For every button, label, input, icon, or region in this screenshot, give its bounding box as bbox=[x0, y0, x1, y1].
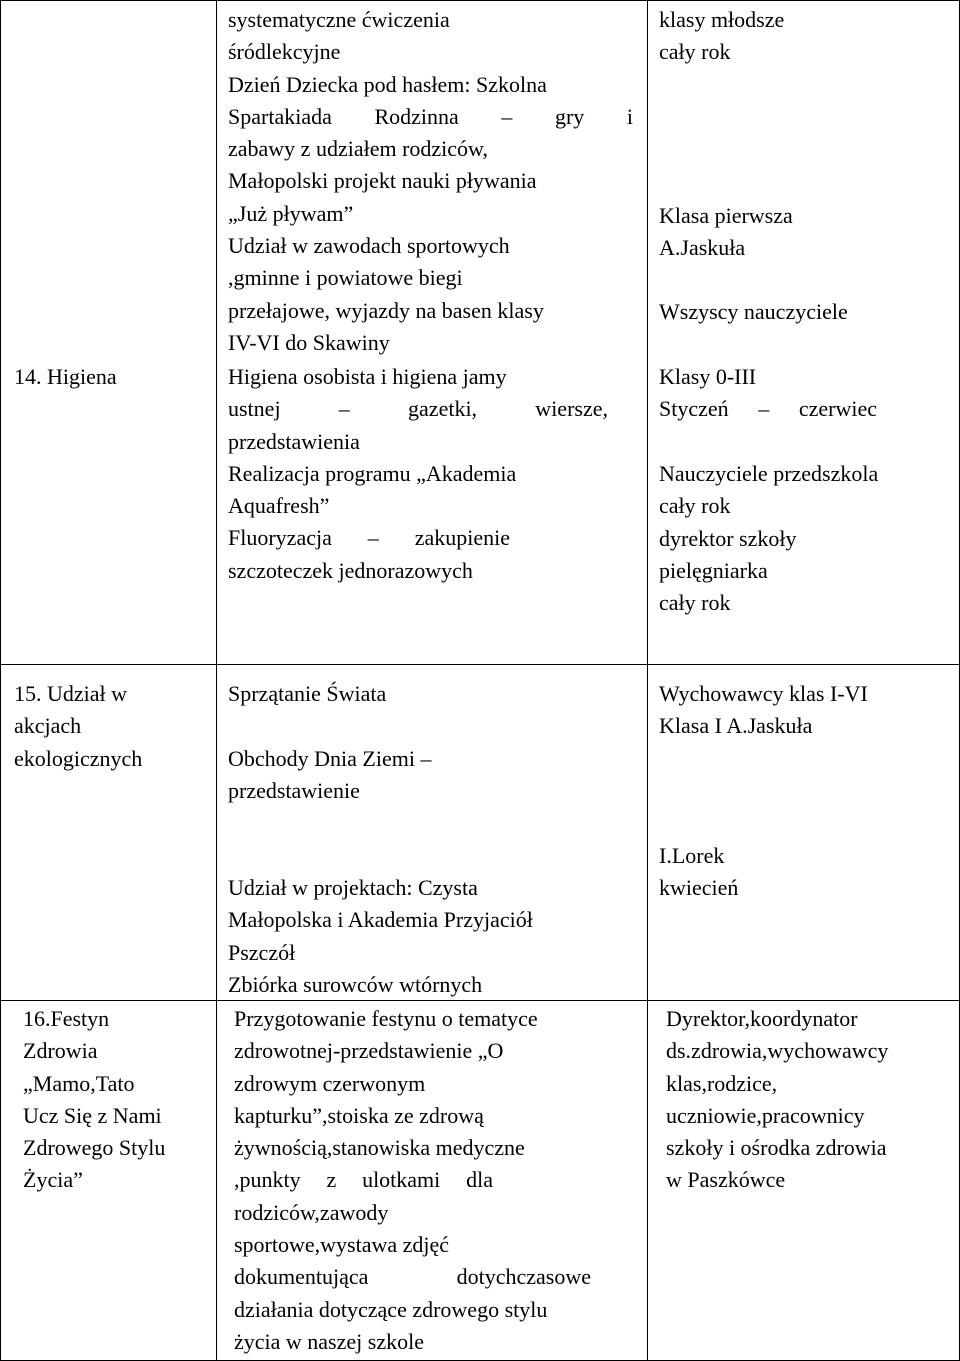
text-line: cały rok bbox=[659, 493, 731, 519]
text-line: „Mamo,Tato bbox=[23, 1070, 135, 1096]
text-line: śródlekcyjne bbox=[228, 39, 341, 65]
text-line: kwiecień bbox=[659, 875, 739, 901]
text-line: ,punkty z ulotkami dla bbox=[234, 1167, 493, 1193]
text-line: zdrowotnej-przedstawienie „O bbox=[234, 1038, 504, 1064]
row-16-topic bbox=[23, 1003, 165, 1197]
row-13-responsible bbox=[659, 4, 784, 69]
row-15-activity-earth-day bbox=[228, 743, 431, 808]
text-line: Realizacja programu „Akademia bbox=[228, 460, 517, 486]
text-line: pielęgniarka bbox=[659, 557, 768, 583]
text-line: działania dotyczące zdrowego stylu bbox=[234, 1296, 548, 1322]
row-13-responsible-class bbox=[659, 200, 793, 265]
text-line: kapturku”,stoiska ze zdrową bbox=[234, 1102, 484, 1128]
text-line: w Paszkówce bbox=[666, 1167, 786, 1193]
text-line: życia w naszej szkole bbox=[234, 1328, 424, 1354]
row-14-topic bbox=[14, 361, 117, 393]
row-15-responsible bbox=[659, 678, 868, 743]
table-left-border bbox=[0, 0, 1, 1361]
row-14-responsible-persons bbox=[659, 458, 878, 619]
text-line: Fluoryzacja – zakupienie bbox=[228, 525, 510, 551]
text-line: ekologicznych bbox=[14, 745, 143, 771]
topic-title: 14. Higiena bbox=[14, 364, 117, 389]
text-line: cały rok bbox=[659, 39, 731, 65]
text-line: Aquafresh” bbox=[228, 493, 330, 519]
row-16-activities bbox=[234, 1003, 633, 1358]
text-line: zdrowym czerwonym bbox=[234, 1070, 426, 1096]
text-line: Klasa I A.Jaskuła bbox=[659, 713, 813, 739]
text-line: I.Lorek bbox=[659, 843, 725, 868]
text-line: Udział w zawodach sportowych bbox=[228, 233, 510, 259]
text-line: Małopolski projekt nauki pływania bbox=[228, 168, 537, 194]
text-line: Przygotowanie festynu o tematyce bbox=[234, 1006, 538, 1031]
text-line: Zbiórka surowców wtórnych bbox=[228, 971, 483, 997]
text-line: zabawy z udziałem rodziców, bbox=[228, 136, 489, 162]
text-line: Higiena osobista i higiena jamy bbox=[228, 364, 507, 389]
text-line: Pszczół bbox=[228, 939, 296, 965]
text-line: dyrektor szkoły bbox=[659, 525, 797, 551]
column-divider-2 bbox=[647, 0, 648, 1361]
text-line: uczniowie,pracownicy bbox=[666, 1102, 865, 1128]
text-line: cały rok bbox=[659, 590, 731, 616]
text-line: Udział w projektach: Czysta bbox=[228, 875, 478, 900]
text-line: Klasa pierwsza bbox=[659, 203, 793, 228]
text-line: Małopolska i Akademia Przyjaciół bbox=[228, 907, 533, 933]
text-line: przedstawienia bbox=[228, 428, 360, 454]
text-line: ustnej – gazetki, wiersze, bbox=[228, 396, 608, 422]
table-top-border bbox=[0, 0, 960, 1]
text-line: szkoły i ośrodka zdrowia bbox=[666, 1135, 887, 1161]
text-line: żywnością,stanowiska medyczne bbox=[234, 1135, 525, 1161]
row-15-activity-cleanup bbox=[228, 678, 386, 710]
text-line: Obchody Dnia Ziemi – bbox=[228, 746, 432, 771]
text-line: A.Jaskuła bbox=[659, 235, 746, 261]
text-line: IV-VI do Skawiny bbox=[228, 329, 390, 355]
row-15-activity-projects bbox=[228, 872, 533, 1001]
row-15-responsible-lorek bbox=[659, 840, 738, 905]
column-divider-1 bbox=[216, 0, 217, 1361]
text-line: przedstawienie bbox=[228, 778, 360, 804]
text-line: 15. Udział w bbox=[14, 681, 128, 706]
row-14-responsible-classes bbox=[659, 361, 877, 426]
text-line: ds.zdrowia,wychowawcy bbox=[666, 1038, 889, 1064]
row-13-activities bbox=[228, 4, 633, 359]
text-line: Sprzątanie Świata bbox=[228, 681, 387, 706]
text-line: Dyrektor,koordynator bbox=[666, 1006, 858, 1031]
text-line: Wychowawcy klas I-VI bbox=[659, 681, 868, 706]
text-line: 16.Festyn bbox=[23, 1006, 110, 1031]
row-13-responsible-teachers bbox=[659, 296, 848, 328]
text-line: Styczeń – czerwiec bbox=[659, 396, 877, 422]
text-line: klas,rodzice, bbox=[666, 1070, 778, 1096]
text-line: Zdrowia bbox=[23, 1038, 98, 1064]
row-16-responsible bbox=[666, 1003, 888, 1197]
row-15-topic bbox=[14, 678, 142, 775]
text-line: Zdrowego Stylu bbox=[23, 1135, 166, 1161]
text-line: rodziców,zawody bbox=[234, 1199, 389, 1225]
text-line: szczoteczek jednorazowych bbox=[228, 557, 473, 583]
row-separator-15 bbox=[0, 664, 960, 665]
text-line: Wszyscy nauczyciele bbox=[659, 299, 848, 324]
text-line: „Już pływam” bbox=[228, 200, 354, 226]
text-line: Spartakiada Rodzinna – gry i bbox=[228, 103, 633, 129]
text-line: przełajowe, wyjazdy na basen klasy bbox=[228, 297, 544, 323]
text-line: Nauczyciele przedszkola bbox=[659, 461, 879, 486]
text-line: sportowe,wystawa zdjęć bbox=[234, 1232, 450, 1258]
text-line: dokumentująca dotychczasowe bbox=[234, 1264, 591, 1290]
text-line: systematyczne ćwiczenia bbox=[228, 7, 450, 32]
text-line: akcjach bbox=[14, 713, 82, 739]
text-line: Ucz Się z Nami bbox=[23, 1102, 162, 1128]
row-14-activities bbox=[228, 361, 608, 587]
text-line: klasy młodsze bbox=[659, 7, 785, 32]
text-line: Życia” bbox=[23, 1167, 83, 1193]
text-line: Klasy 0-III bbox=[659, 364, 757, 389]
text-line: ,gminne i powiatowe biegi bbox=[228, 265, 463, 291]
text-line: Dzień Dziecka pod hasłem: Szkolna bbox=[228, 71, 547, 97]
